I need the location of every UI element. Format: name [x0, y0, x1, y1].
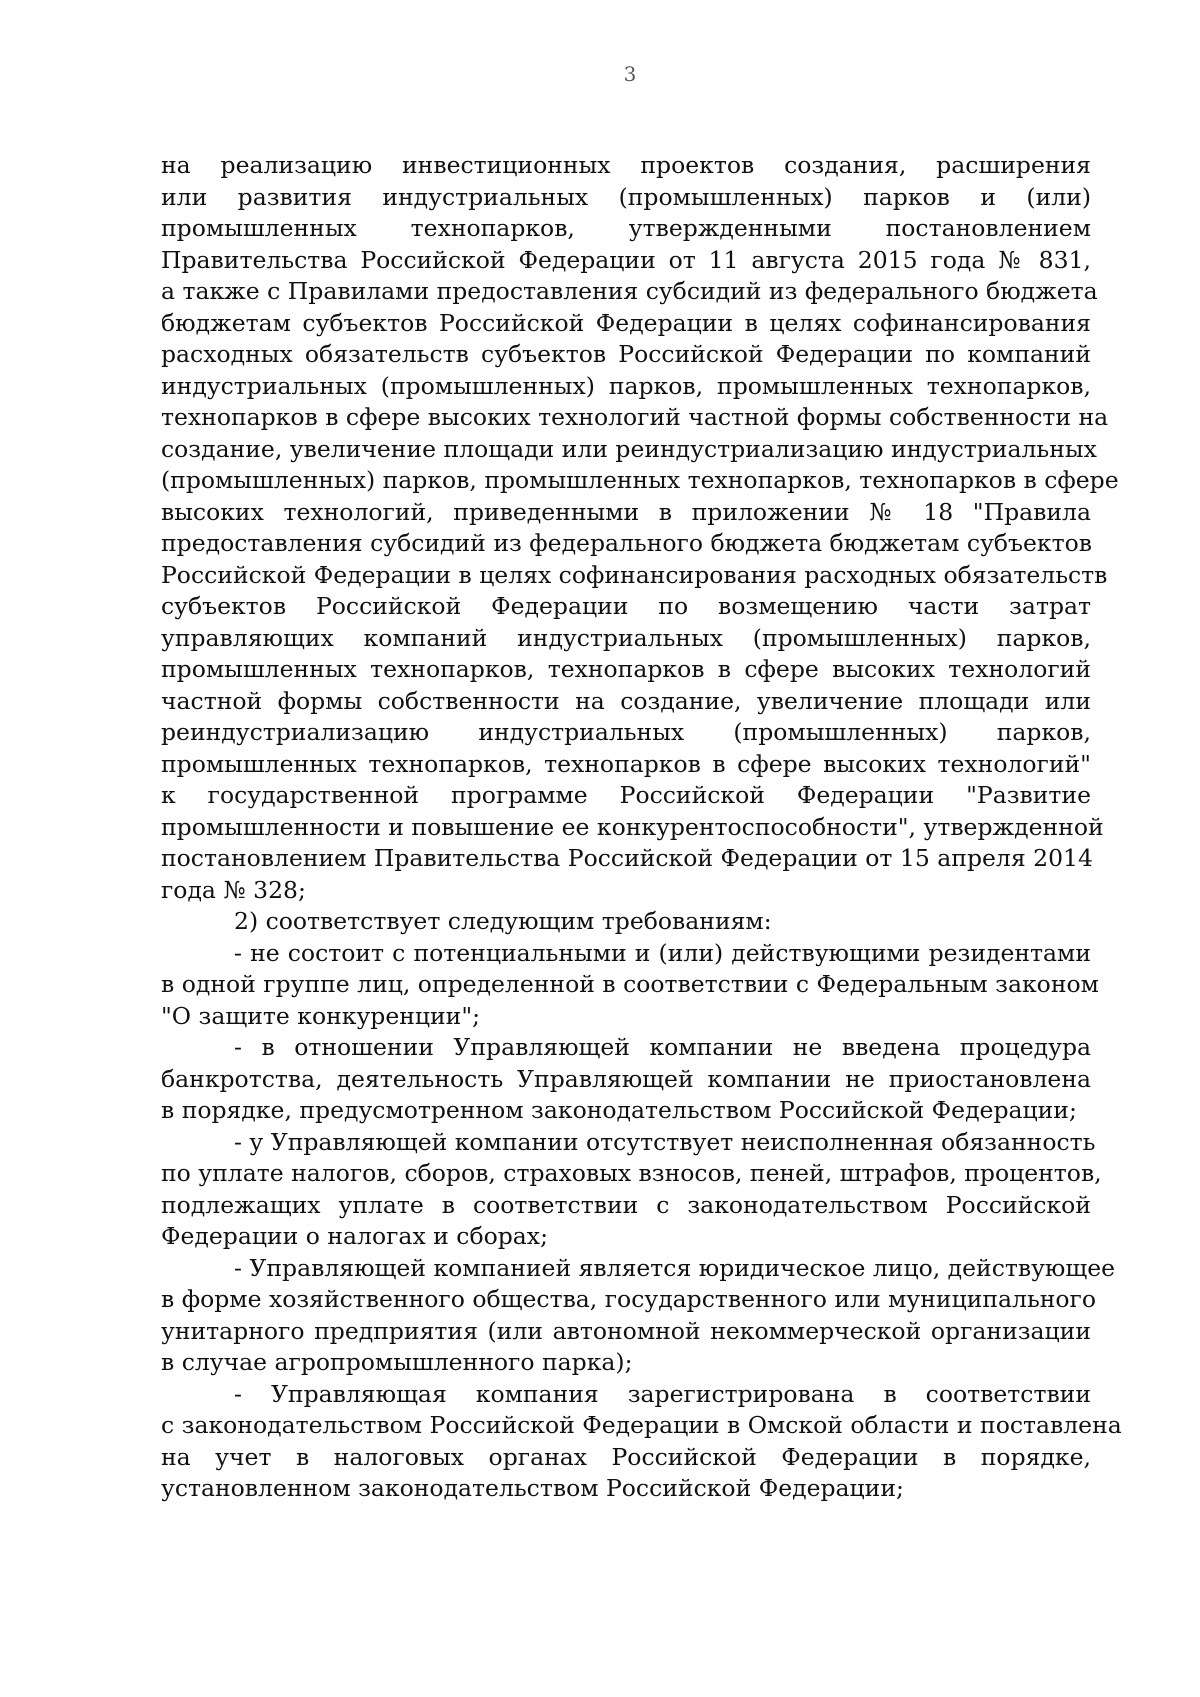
text-line: Федерации о налогах и сборах; [161, 1222, 548, 1250]
text-line: - не состоит с потенциальными и (или) действующими резидентами [234, 938, 1091, 967]
text-line: промышленности и повышение ее конкурентоспособности", утвержденной [161, 812, 1104, 841]
text-line: - у Управляющей компании отсутствует неисполненная обязанность [234, 1127, 1096, 1156]
text-line: расходных обязательств субъектов Российской Федерации по компаний [161, 340, 1091, 368]
text-line: управляющих компаний индустриальных (промышленных) парков, [161, 623, 1091, 652]
text-line: к государственной программе Российской Федерации "Развитие [161, 781, 1091, 809]
text-line: на реализацию инвестиционных проектов создания, расширения [161, 151, 1091, 179]
text-line: в случае агропромышленного парка); [161, 1348, 633, 1376]
text-line: в форме хозяйственного общества, государственного или муниципального [161, 1285, 1097, 1313]
text-line: установленном законодательством Российской Федерации; [161, 1474, 904, 1502]
text-line: - в отношении Управляющей компании не введена процедура [234, 1033, 1091, 1061]
text-line: на учет в налоговых органах Российской Федерации в порядке, [161, 1442, 1091, 1471]
paragraph [161, 938, 1099, 1033]
document-body [161, 150, 1122, 1505]
paragraph [161, 1379, 1122, 1505]
text-line: предоставления субсидий из федерального бюджета бюджетам субъектов [161, 529, 1092, 557]
text-line: реиндустриализацию индустриальных (промышленных) парков, [161, 718, 1091, 746]
text-line: высоких технологий, приведенными в приложении № 18 "Правила [161, 497, 1091, 526]
paragraph [161, 1032, 1091, 1127]
text-line: - Управляющей компанией является юридическое лицо, действующее [234, 1253, 1116, 1282]
text-line: "О защите конкуренции"; [161, 1001, 481, 1030]
text-line: Правительства Российской Федерации от 11 августа 2015 года № 831, [161, 245, 1091, 274]
text-line: субъектов Российской Федерации по возмещению части затрат [161, 592, 1091, 620]
text-line: с законодательством Российской Федерации в Омской области и поставлена [161, 1411, 1122, 1439]
text-line: банкротства, деятельность Управляющей компании не приостановлена [161, 1064, 1091, 1093]
text-line: 2) соответствует следующим требованиям: [234, 907, 772, 935]
text-line: - Управляющая компания зарегистрирована в соответствии [234, 1379, 1091, 1408]
text-line: унитарного предприятия (или автономной некоммерческой организации [161, 1316, 1091, 1345]
paragraph [161, 906, 1091, 938]
text-line: промышленных технопарков, утвержденными постановлением [161, 214, 1091, 242]
text-line: по уплате налогов, сборов, страховых взносов, пеней, штрафов, процентов, [161, 1159, 1102, 1187]
page-number: 3 [623, 62, 637, 86]
text-line: создание, увеличение площади или реиндустриализацию индустриальных [161, 434, 1097, 463]
text-line: постановлением Правительства Российской Федерации от 15 апреля 2014 [161, 844, 1093, 872]
text-line: Российской Федерации в целях софинансирования расходных обязательств [161, 560, 1108, 589]
paragraph [161, 150, 1119, 906]
text-line: индустриальных (промышленных) парков, промышленных технопарков, [161, 371, 1091, 400]
text-line: частной формы собственности на создание, увеличение площади или [161, 686, 1091, 715]
text-line: а также с Правилами предоставления субсидий из федерального бюджета [161, 277, 1098, 305]
text-line: (промышленных) парков, промышленных технопарков, технопарков в сфере [161, 466, 1119, 494]
text-line: или развития индустриальных (промышленных) парков и (или) [161, 182, 1091, 211]
text-line: в порядке, предусмотренном законодательством Российской Федерации; [161, 1096, 1077, 1124]
text-line: года № 328; [161, 875, 306, 904]
text-line: подлежащих уплате в соответствии с законодательством Российской [161, 1190, 1091, 1219]
paragraph [161, 1127, 1102, 1253]
text-line: промышленных технопарков, технопарков в сфере высоких технологий [161, 655, 1091, 683]
paragraph [161, 1253, 1116, 1379]
text-line: промышленных технопарков, технопарков в сфере высоких технологий" [161, 749, 1091, 778]
text-line: бюджетам субъектов Российской Федерации в целях софинансирования [161, 308, 1091, 337]
text-line: технопарков в сфере высоких технологий частной формы собственности на [161, 403, 1109, 431]
text-line: в одной группе лиц, определенной в соответствии с Федеральным законом [161, 970, 1099, 998]
